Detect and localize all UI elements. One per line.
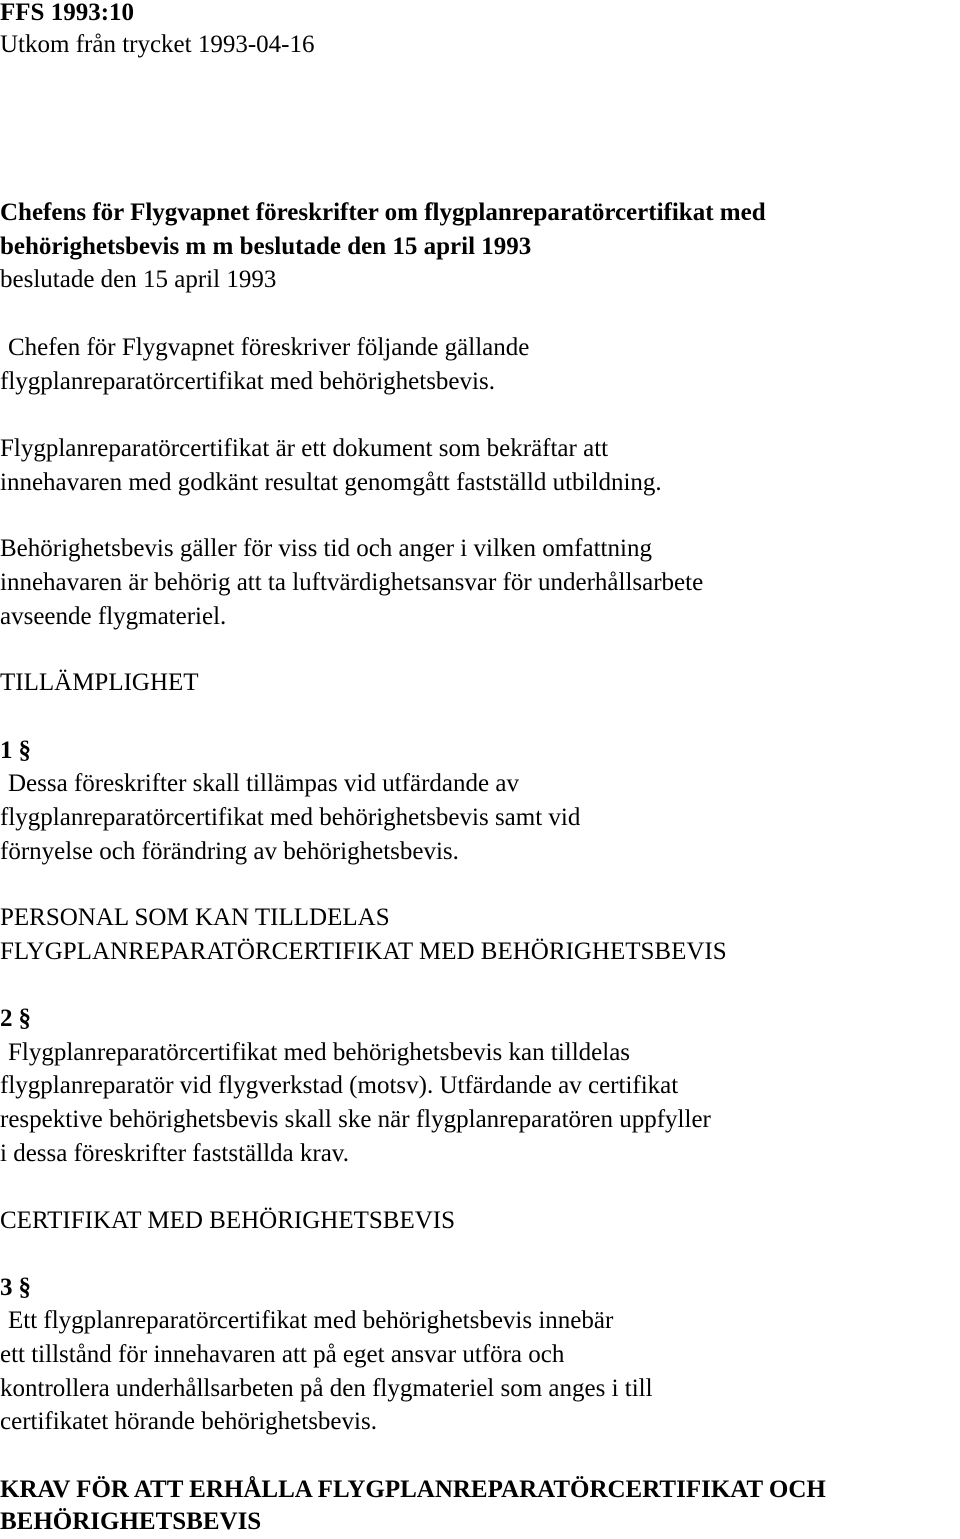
section-1-paragraph-number [0,734,31,768]
section-2-heading-line-2: FLYGPLANREPARATÖRCERTIFIKAT MED BEHÖRIGHETSBEVIS [0,938,727,965]
intro-p1-line-1: Chefen för Flygvapnet föreskriver följande gällande [8,334,530,361]
section-3-text-line-2: ett tillstånd för innehavaren att på eget ansvar utföra och [0,1341,565,1368]
document-code: FFS 1993:10 [0,0,135,26]
section-3-heading: CERTIFIKAT MED BEHÖRIGHETSBEVIS [0,1207,455,1234]
section-2-text-line-4: i dessa föreskrifter fastställda krav. [0,1140,349,1167]
section-2-text-line-1: Flygplanreparatörcertifikat med behörighetsbevis kan tilldelas [8,1039,631,1066]
section-1-heading: TILLÄMPLIGHET [0,669,199,696]
section-2-paragraph-number [0,1002,31,1036]
intro-p1-line-2: flygplanreparatörcertifikat med behörighetsbevis. [0,368,495,395]
section-4-heading-line-1: KRAV FÖR ATT ERHÅLLA FLYGPLANREPARATÖRCERTIFIKAT OCH [0,1476,826,1503]
publication-date: Utkom från trycket 1993-04-16 [0,31,315,58]
section-1-text-line-2: flygplanreparatörcertifikat med behörighetsbevis samt vid [0,804,581,831]
section-3-text-line-4: certifikatet hörande behörighetsbevis. [0,1408,377,1435]
section-sign-icon: § [18,1274,31,1301]
decision-date: beslutade den 15 april 1993 [0,266,277,293]
section-number: 3 [0,1274,13,1301]
section-3-text-line-3: kontrollera underhållsarbeten på den flygmateriel som anges i till [0,1375,653,1402]
intro-p3-line-3: avseende flygmateriel. [0,603,227,630]
section-2-text-line-2: flygplanreparatör vid flygverkstad (motsv). Utfärdande av certifikat [0,1072,679,1099]
section-3-text-line-1: Ett flygplanreparatörcertifikat med behörighetsbevis innebär [8,1307,614,1334]
intro-p2-line-2: innehavaren med godkänt resultat genomgått fastställd utbildning. [0,469,662,496]
intro-p3-line-2: innehavaren är behörig att ta luftvärdighetsansvar för underhållsarbete [0,569,704,596]
section-3-paragraph-number [0,1271,31,1305]
section-number: 1 [0,737,13,764]
document-title-line-2: behörighetsbevis m m beslutade den 15 april 1993 [0,233,532,260]
intro-p2-line-1: Flygplanreparatörcertifikat är ett dokument som bekräftar att [0,435,609,462]
section-2-heading-line-1: PERSONAL SOM KAN TILLDELAS [0,904,390,931]
intro-p3-line-1: Behörighetsbevis gäller för viss tid och anger i vilken omfattning [0,535,652,562]
section-sign-icon: § [18,1005,31,1032]
section-4-heading-line-2: BEHÖRIGHETSBEVIS [0,1508,262,1535]
section-1-text-line-1: Dessa föreskrifter skall tillämpas vid utfärdande av [8,770,519,797]
section-2-text-line-3: respektive behörighetsbevis skall ske när flygplanreparatören uppfyller [0,1106,711,1133]
document-title-line-1: Chefens för Flygvapnet föreskrifter om flygplanreparatörcertifikat med [0,199,766,226]
section-sign-icon: § [18,737,31,764]
section-1-text-line-3: förnyelse och förändring av behörighetsbevis. [0,838,459,865]
section-number: 2 [0,1005,13,1032]
